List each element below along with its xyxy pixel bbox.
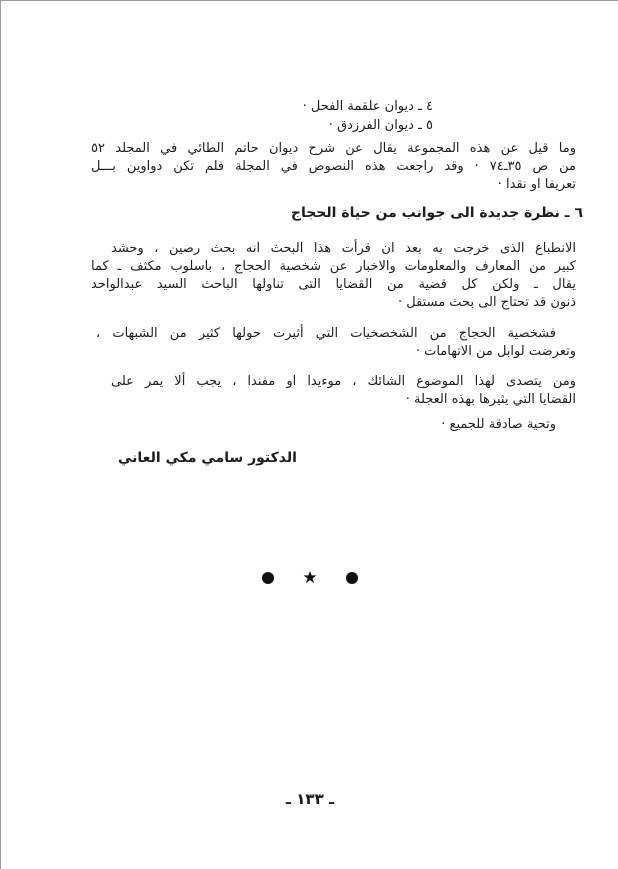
section-ornament xyxy=(262,568,358,588)
paragraph-2-line-4: ذنون قد تحتاج الى بحث مستقل · xyxy=(397,295,576,310)
paragraph-2-line-3: يقال ـ ولكن كل قضية من القضايا التى تناولها الباحث السيد عبدالواحد xyxy=(91,277,576,292)
paragraph-1-line-2: من ص ٣٥ـ٧٤ · وقد راجعت هذه النصوص في المجلة فلم تكن دواوين بـــل xyxy=(91,159,576,174)
page-border-top xyxy=(0,0,618,1)
paragraph-3-line-2: وتعرضت لوابل من الاتهامات · xyxy=(415,344,576,359)
page-number: ـ ١٣٣ ـ xyxy=(285,790,335,808)
page-border-left xyxy=(0,0,1,869)
paragraph-2-line-1: الانطباع الذى خرجت به بعد ان قرأت هذا البحث انه بحث رصين ، وحشد xyxy=(111,241,576,256)
list-item-4: ٤ ـ ديوان علقمة الفحل · xyxy=(302,99,433,114)
signature: الدكتور سامي مكي العاني xyxy=(118,450,297,466)
list-item-5: ٥ ـ ديوان الفرزدق · xyxy=(328,118,433,133)
paragraph-2-line-2: كبير من المعارف والمعلومات والاخبار عن شخصية الحجاج ، باسلوب مكثف ـ كما xyxy=(91,259,576,274)
star-icon: ★ xyxy=(302,567,318,588)
paragraph-1-line-1: وما قيل عن هذه المجموعة يقال عن شرح ديوان حاتم الطائي في المجلد ٥٢ xyxy=(91,141,576,156)
paragraph-4-line-1: ومن يتصدى لهذا الموضوع الشائك ، موءيدا او مفندا ، يجب ألا يمر على xyxy=(111,374,576,389)
closing-line: وتحية صادقة للجميع · xyxy=(441,417,556,432)
dot-icon xyxy=(262,572,274,584)
paragraph-3-line-1: فشخصية الحجاج من الشخصخيات التي أثيرت حولها كثير من الشبهات ، xyxy=(96,326,556,341)
paragraph-4-line-2: القضايا التي يثيرها بهذه العجلة · xyxy=(405,392,576,407)
section-heading: ٦ ـ نظرة جديدة الى جوانب من حياة الحجاج xyxy=(290,205,583,221)
dot-icon xyxy=(346,572,358,584)
paragraph-1-line-3: تعريفا او نقدا · xyxy=(497,177,576,192)
